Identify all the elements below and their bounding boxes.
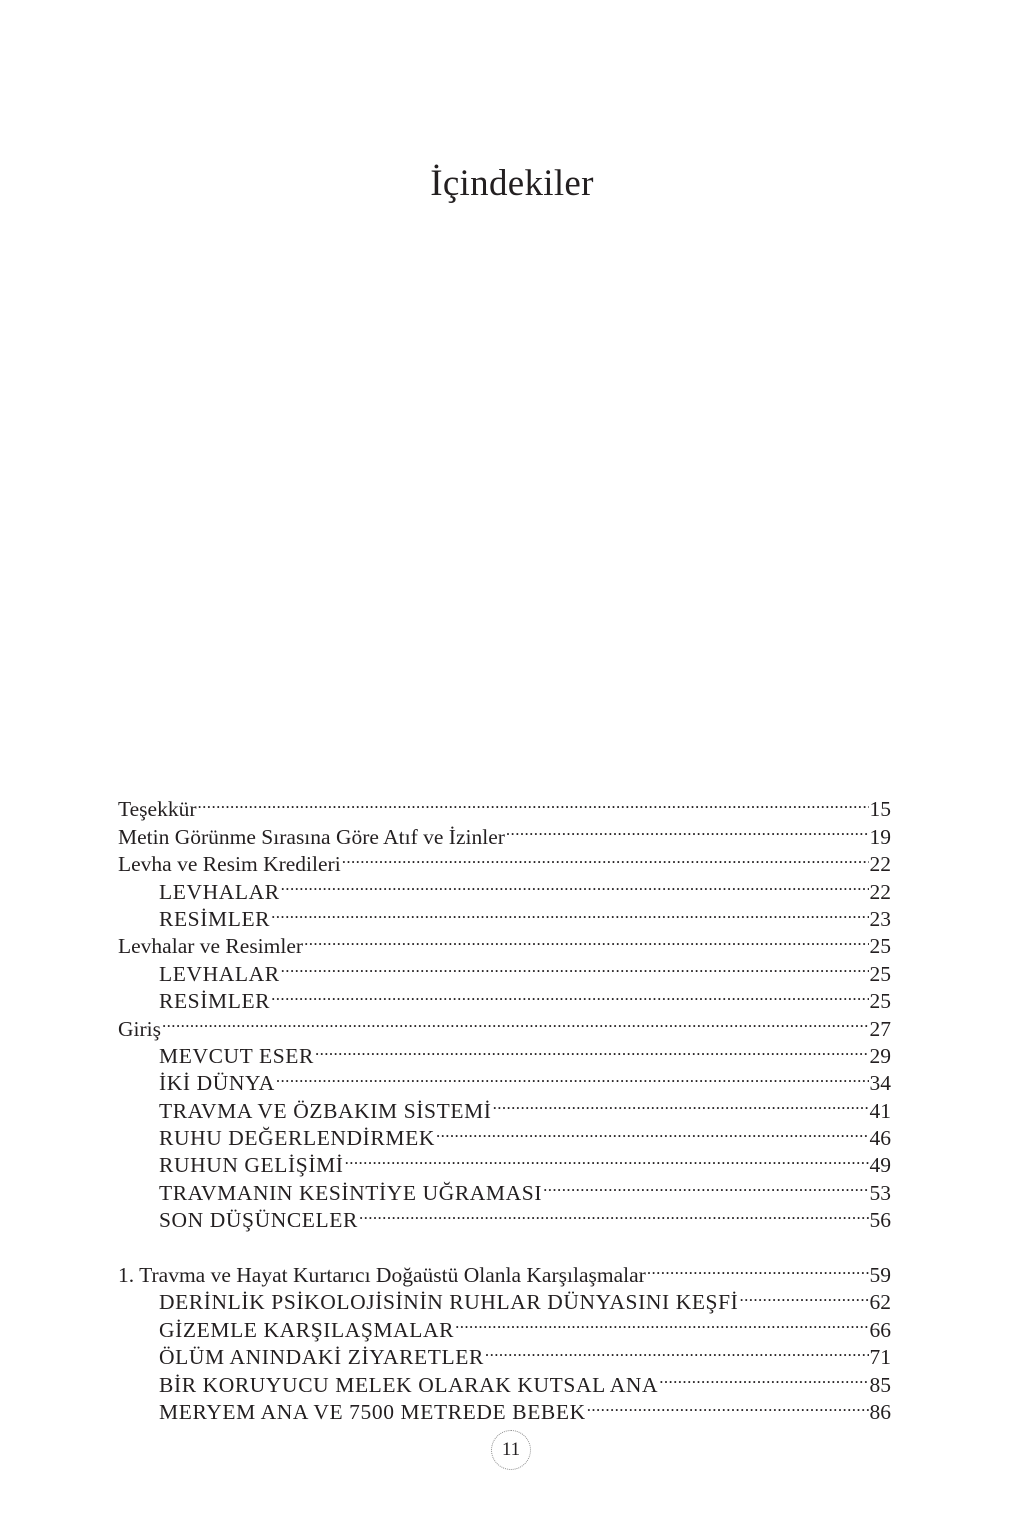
dot-leader [161, 1008, 869, 1035]
toc-entry-page: 49 [869, 1153, 891, 1178]
toc-entry-page: 25 [869, 989, 891, 1014]
dot-leader [658, 1364, 868, 1391]
dot-leader [275, 1063, 869, 1090]
dot-leader [314, 1036, 869, 1063]
toc-entry-page: 86 [869, 1399, 891, 1424]
toc-entry-label: RESİMLER [159, 906, 271, 931]
toc-entry-label: TRAVMANIN KESİNTİYE UĞRAMASI [159, 1180, 543, 1205]
toc-entry-page: 22 [869, 879, 891, 904]
dot-leader [542, 1172, 868, 1199]
toc-entry-label: Levha ve Resim Kredileri [118, 852, 341, 877]
dot-leader [454, 1309, 868, 1336]
toc-entry-label: Metin Görünme Sırasına Göre Atıf ve İzinler [118, 824, 505, 849]
toc-entry [118, 1255, 891, 1288]
toc-entry-page: 66 [869, 1317, 891, 1342]
dot-leader [270, 981, 868, 1008]
page-title: İçindekiler [430, 163, 594, 204]
dot-leader [280, 871, 869, 898]
dot-leader [484, 1337, 869, 1364]
toc-entry-page: 19 [869, 824, 891, 849]
dot-leader [197, 789, 869, 816]
toc-entry-page: 46 [869, 1126, 891, 1151]
dot-leader [492, 1090, 869, 1117]
toc-entry-label: LEVHALAR [159, 879, 280, 904]
dot-leader [505, 816, 869, 843]
toc-entry-label: ÖLÜM ANINDAKİ ZİYARETLER [159, 1345, 484, 1370]
toc-entry [118, 816, 891, 849]
toc-entry [118, 1008, 891, 1041]
toc-entry-page: 62 [869, 1290, 891, 1315]
toc-entry-page: 22 [869, 852, 891, 877]
toc-entry-page: 53 [869, 1180, 891, 1205]
dot-leader [303, 926, 868, 953]
toc-entry-label: DERİNLİK PSİKOLOJİSİNİN RUHLAR DÜNYASINI KEŞFİ [159, 1290, 739, 1315]
toc-entry-label: GİZEMLE KARŞILAŞMALAR [159, 1317, 455, 1342]
toc-entry-label: 1. Travma ve Hayat Kurtarıcı Doğaüstü Olanla Karşılaşmalar [118, 1263, 646, 1288]
toc-entry-page: 23 [869, 906, 891, 931]
page-number: 11 [491, 1430, 531, 1470]
toc-entry-label: İKİ DÜNYA [159, 1071, 275, 1096]
toc-entry-page: 29 [869, 1043, 891, 1068]
toc-entry-page: 25 [869, 961, 891, 986]
dot-leader [738, 1282, 868, 1309]
toc-entry-label: MEVCUT ESER [159, 1043, 314, 1068]
dot-leader [280, 953, 869, 980]
toc-entry-label: BİR KORUYUCU MELEK OLARAK KUTSAL ANA [159, 1372, 659, 1397]
toc-entry-page: 25 [869, 934, 891, 959]
toc-entry-page: 85 [869, 1372, 891, 1397]
toc-subentry [118, 1036, 891, 1068]
toc-entry-page: 71 [869, 1345, 891, 1370]
toc-entry-label: TRAVMA VE ÖZBAKIM SİSTEMİ [159, 1098, 492, 1123]
toc-entry-page: 59 [869, 1263, 891, 1288]
toc-entry-page: 15 [869, 797, 891, 822]
toc-entry-page: 34 [869, 1071, 891, 1096]
toc-entry-label: Teşekkür [118, 797, 197, 822]
dot-leader [646, 1255, 869, 1282]
dot-leader [435, 1118, 869, 1145]
toc-entry-label: Levhalar ve Resimler [118, 934, 304, 959]
dot-leader [341, 844, 869, 871]
toc-entry-page: 41 [869, 1098, 891, 1123]
table-of-contents [118, 789, 891, 1424]
toc-entry-page: 56 [869, 1208, 891, 1233]
toc-entry-label: LEVHALAR [159, 961, 280, 986]
dot-leader [270, 899, 868, 926]
toc-entry-label: MERYEM ANA VE 7500 METREDE BEBEK [159, 1399, 586, 1424]
dot-leader [586, 1392, 869, 1419]
toc-entry-label: Giriş [118, 1016, 161, 1041]
toc-entry-label: RUHU DEĞERLENDİRMEK [159, 1126, 435, 1151]
toc-entry-label: SON DÜŞÜNCELER [159, 1208, 358, 1233]
toc-entry-label: RESİMLER [159, 989, 271, 1014]
toc-entry-label: RUHUN GELİŞİMİ [159, 1153, 344, 1178]
toc-entry-page: 27 [869, 1016, 891, 1041]
dot-leader [344, 1145, 869, 1172]
toc-entry [118, 789, 891, 822]
dot-leader [358, 1200, 869, 1227]
